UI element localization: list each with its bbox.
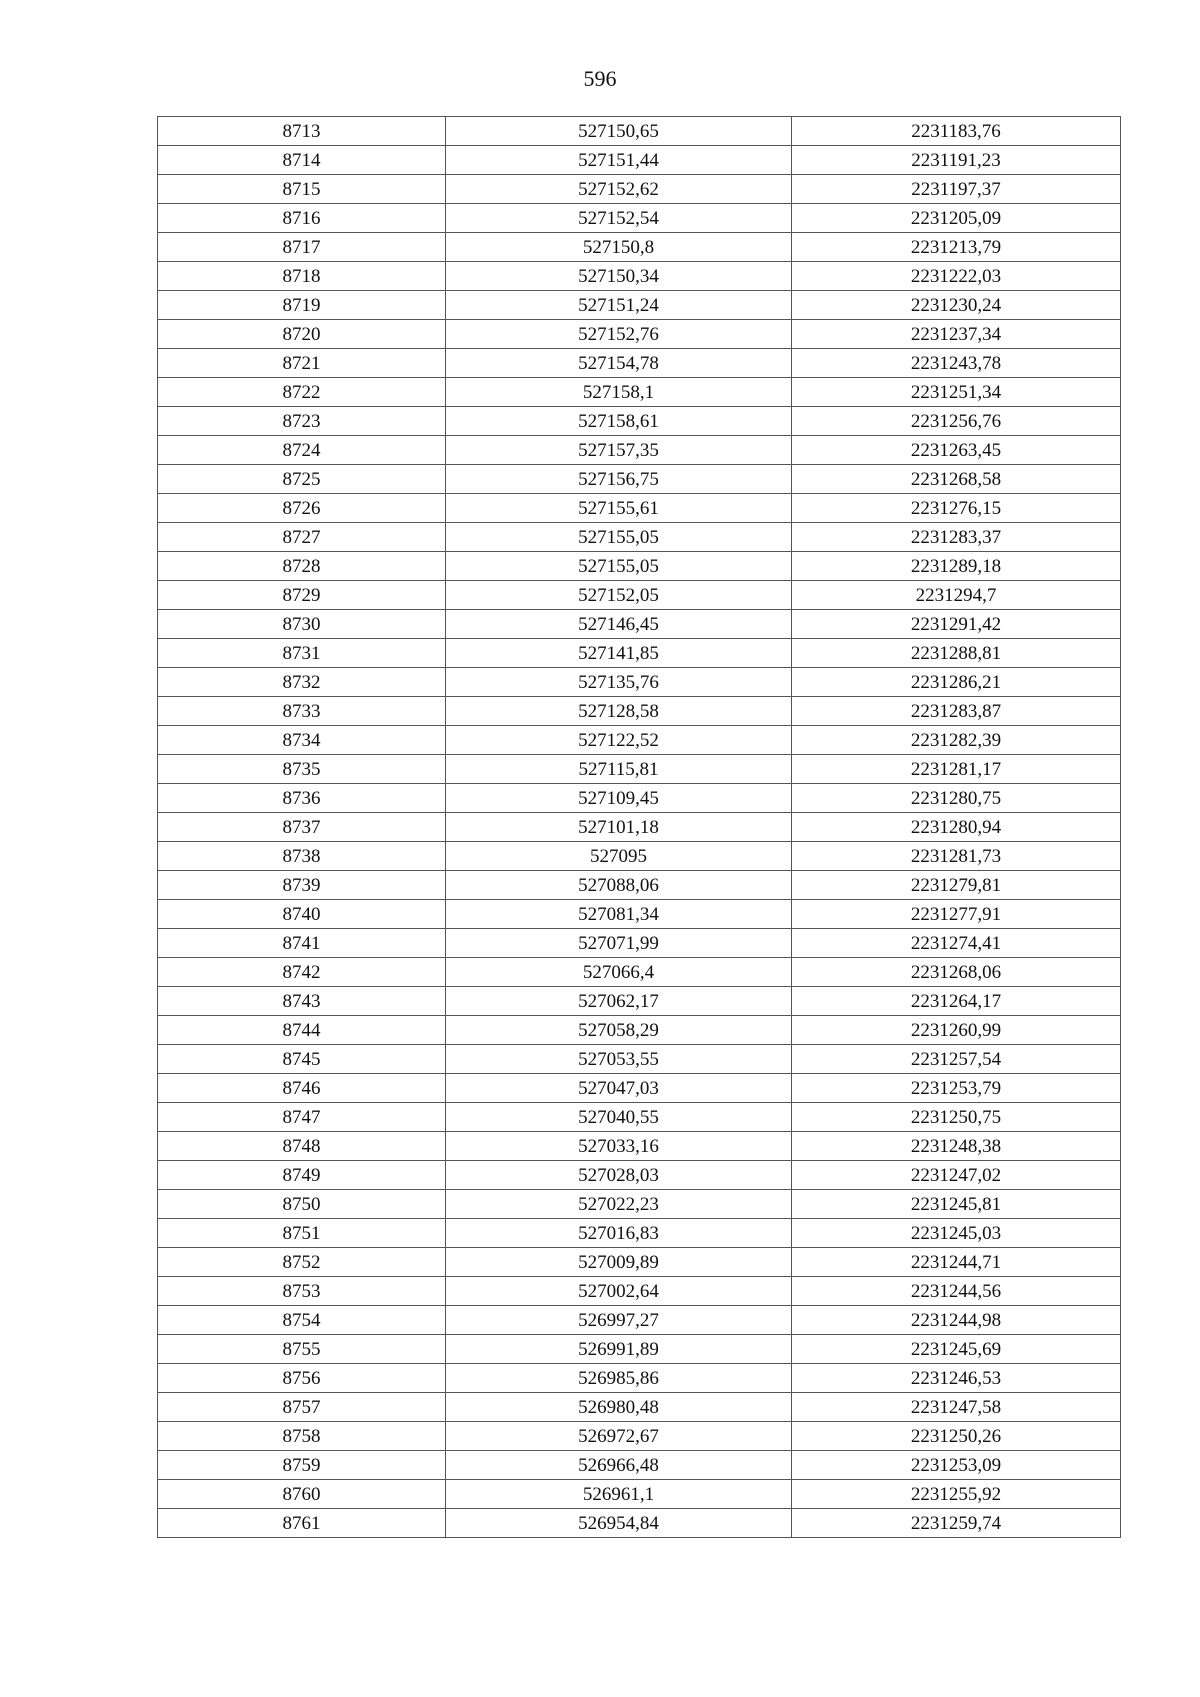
y-coordinate-cell: 2231281,73: [792, 842, 1121, 871]
table-row: [158, 842, 1121, 871]
point-number-cell: 8735: [158, 755, 446, 784]
y-coordinate-cell: 2231294,7: [792, 581, 1121, 610]
x-coordinate-cell: 527155,05: [446, 552, 792, 581]
x-coordinate-cell: 527128,58: [446, 697, 792, 726]
y-coordinate-cell: 2231268,06: [792, 958, 1121, 987]
point-number-cell: 8739: [158, 871, 446, 900]
y-coordinate-cell: 2231276,15: [792, 494, 1121, 523]
y-coordinate-cell: 2231291,42: [792, 610, 1121, 639]
point-number-cell: 8722: [158, 378, 446, 407]
point-number-cell: 8738: [158, 842, 446, 871]
point-number-cell: 8761: [158, 1509, 446, 1538]
y-coordinate-cell: 2231263,45: [792, 436, 1121, 465]
point-number-cell: 8753: [158, 1277, 446, 1306]
point-number-cell: 8737: [158, 813, 446, 842]
x-coordinate-cell: 527058,29: [446, 1016, 792, 1045]
point-number-cell: 8719: [158, 291, 446, 320]
point-number-cell: 8750: [158, 1190, 446, 1219]
point-number-cell: 8732: [158, 668, 446, 697]
y-coordinate-cell: 2231253,09: [792, 1451, 1121, 1480]
y-coordinate-cell: 2231280,75: [792, 784, 1121, 813]
table-row: [158, 1219, 1121, 1248]
table-row: [158, 552, 1121, 581]
table-row: [158, 610, 1121, 639]
table-row: [158, 784, 1121, 813]
y-coordinate-cell: 2231183,76: [792, 117, 1121, 146]
point-number-cell: 8755: [158, 1335, 446, 1364]
x-coordinate-cell: 527062,17: [446, 987, 792, 1016]
point-number-cell: 8726: [158, 494, 446, 523]
x-coordinate-cell: 527109,45: [446, 784, 792, 813]
x-coordinate-cell: 527158,1: [446, 378, 792, 407]
x-coordinate-cell: 527135,76: [446, 668, 792, 697]
table-row: [158, 1248, 1121, 1277]
y-coordinate-cell: 2231279,81: [792, 871, 1121, 900]
x-coordinate-cell: 527150,34: [446, 262, 792, 291]
x-coordinate-cell: 527141,85: [446, 639, 792, 668]
point-number-cell: 8730: [158, 610, 446, 639]
point-number-cell: 8727: [158, 523, 446, 552]
y-coordinate-cell: 2231244,71: [792, 1248, 1121, 1277]
point-number-cell: 8714: [158, 146, 446, 175]
point-number-cell: 8746: [158, 1074, 446, 1103]
x-coordinate-cell: 526980,48: [446, 1393, 792, 1422]
x-coordinate-cell: 526997,27: [446, 1306, 792, 1335]
x-coordinate-cell: 527088,06: [446, 871, 792, 900]
x-coordinate-cell: 527095: [446, 842, 792, 871]
point-number-cell: 8752: [158, 1248, 446, 1277]
table-row: [158, 1132, 1121, 1161]
table-row: [158, 523, 1121, 552]
x-coordinate-cell: 527155,05: [446, 523, 792, 552]
table-row: [158, 349, 1121, 378]
table-row: [158, 1509, 1121, 1538]
y-coordinate-cell: 2231253,79: [792, 1074, 1121, 1103]
point-number-cell: 8716: [158, 204, 446, 233]
y-coordinate-cell: 2231243,78: [792, 349, 1121, 378]
table-row: [158, 987, 1121, 1016]
x-coordinate-cell: 527151,44: [446, 146, 792, 175]
y-coordinate-cell: 2231288,81: [792, 639, 1121, 668]
point-number-cell: 8758: [158, 1422, 446, 1451]
point-number-cell: 8717: [158, 233, 446, 262]
y-coordinate-cell: 2231237,34: [792, 320, 1121, 349]
x-coordinate-cell: 527152,62: [446, 175, 792, 204]
y-coordinate-cell: 2231283,87: [792, 697, 1121, 726]
y-coordinate-cell: 2231280,94: [792, 813, 1121, 842]
point-number-cell: 8757: [158, 1393, 446, 1422]
table-row: [158, 1364, 1121, 1393]
table-row: [158, 581, 1121, 610]
x-coordinate-cell: 527155,61: [446, 494, 792, 523]
x-coordinate-cell: 527009,89: [446, 1248, 792, 1277]
table-row: [158, 871, 1121, 900]
x-coordinate-cell: 526972,67: [446, 1422, 792, 1451]
y-coordinate-cell: 2231245,69: [792, 1335, 1121, 1364]
table-row: [158, 1190, 1121, 1219]
point-number-cell: 8718: [158, 262, 446, 291]
x-coordinate-cell: 527115,81: [446, 755, 792, 784]
y-coordinate-cell: 2231244,56: [792, 1277, 1121, 1306]
point-number-cell: 8751: [158, 1219, 446, 1248]
point-number-cell: 8729: [158, 581, 446, 610]
point-number-cell: 8713: [158, 117, 446, 146]
point-number-cell: 8728: [158, 552, 446, 581]
point-number-cell: 8724: [158, 436, 446, 465]
table-row: [158, 1480, 1121, 1509]
x-coordinate-cell: 527152,05: [446, 581, 792, 610]
y-coordinate-cell: 2231281,17: [792, 755, 1121, 784]
table-row: [158, 1016, 1121, 1045]
table-row: [158, 1103, 1121, 1132]
table-row: [158, 1422, 1121, 1451]
table-row: [158, 958, 1121, 987]
x-coordinate-cell: 527002,64: [446, 1277, 792, 1306]
x-coordinate-cell: 527033,16: [446, 1132, 792, 1161]
table-row: [158, 175, 1121, 204]
y-coordinate-cell: 2231197,37: [792, 175, 1121, 204]
point-number-cell: 8743: [158, 987, 446, 1016]
table-row: [158, 204, 1121, 233]
y-coordinate-cell: 2231256,76: [792, 407, 1121, 436]
point-number-cell: 8721: [158, 349, 446, 378]
x-coordinate-cell: 527022,23: [446, 1190, 792, 1219]
y-coordinate-cell: 2231247,02: [792, 1161, 1121, 1190]
point-number-cell: 8741: [158, 929, 446, 958]
point-number-cell: 8748: [158, 1132, 446, 1161]
table-row: [158, 1074, 1121, 1103]
y-coordinate-cell: 2231268,58: [792, 465, 1121, 494]
x-coordinate-cell: 527028,03: [446, 1161, 792, 1190]
table-row: [158, 929, 1121, 958]
point-number-cell: 8756: [158, 1364, 446, 1393]
x-coordinate-cell: 527151,24: [446, 291, 792, 320]
table-row: [158, 697, 1121, 726]
table-row: [158, 813, 1121, 842]
y-coordinate-cell: 2231283,37: [792, 523, 1121, 552]
x-coordinate-cell: 527154,78: [446, 349, 792, 378]
y-coordinate-cell: 2231250,75: [792, 1103, 1121, 1132]
table-row: [158, 668, 1121, 697]
y-coordinate-cell: 2231244,98: [792, 1306, 1121, 1335]
x-coordinate-cell: 527152,54: [446, 204, 792, 233]
point-number-cell: 8723: [158, 407, 446, 436]
point-number-cell: 8734: [158, 726, 446, 755]
y-coordinate-cell: 2231251,34: [792, 378, 1121, 407]
point-number-cell: 8740: [158, 900, 446, 929]
table-row: [158, 378, 1121, 407]
y-coordinate-cell: 2231274,41: [792, 929, 1121, 958]
table-row: [158, 900, 1121, 929]
table-row: [158, 1306, 1121, 1335]
point-number-cell: 8731: [158, 639, 446, 668]
table-row: [158, 465, 1121, 494]
x-coordinate-cell: 527047,03: [446, 1074, 792, 1103]
table-row: [158, 262, 1121, 291]
x-coordinate-cell: 527146,45: [446, 610, 792, 639]
y-coordinate-cell: 2231282,39: [792, 726, 1121, 755]
x-coordinate-cell: 527122,52: [446, 726, 792, 755]
table-row: [158, 436, 1121, 465]
y-coordinate-cell: 2231255,92: [792, 1480, 1121, 1509]
table-row: [158, 1335, 1121, 1364]
y-coordinate-cell: 2231213,79: [792, 233, 1121, 262]
y-coordinate-cell: 2231259,74: [792, 1509, 1121, 1538]
table-row: [158, 1393, 1121, 1422]
y-coordinate-cell: 2231260,99: [792, 1016, 1121, 1045]
table-row: [158, 1277, 1121, 1306]
x-coordinate-cell: 526961,1: [446, 1480, 792, 1509]
x-coordinate-cell: 527081,34: [446, 900, 792, 929]
point-number-cell: 8736: [158, 784, 446, 813]
point-number-cell: 8754: [158, 1306, 446, 1335]
x-coordinate-cell: 527158,61: [446, 407, 792, 436]
y-coordinate-cell: 2231205,09: [792, 204, 1121, 233]
point-number-cell: 8744: [158, 1016, 446, 1045]
y-coordinate-cell: 2231257,54: [792, 1045, 1121, 1074]
table-row: [158, 1161, 1121, 1190]
y-coordinate-cell: 2231264,17: [792, 987, 1121, 1016]
y-coordinate-cell: 2231222,03: [792, 262, 1121, 291]
table-row: [158, 117, 1121, 146]
x-coordinate-cell: 527150,65: [446, 117, 792, 146]
table-row: [158, 146, 1121, 175]
y-coordinate-cell: 2231247,58: [792, 1393, 1121, 1422]
y-coordinate-cell: 2231250,26: [792, 1422, 1121, 1451]
y-coordinate-cell: 2231245,81: [792, 1190, 1121, 1219]
point-number-cell: 8745: [158, 1045, 446, 1074]
y-coordinate-cell: 2231245,03: [792, 1219, 1121, 1248]
x-coordinate-cell: 527152,76: [446, 320, 792, 349]
point-number-cell: 8759: [158, 1451, 446, 1480]
y-coordinate-cell: 2231246,53: [792, 1364, 1121, 1393]
table-row: [158, 233, 1121, 262]
y-coordinate-cell: 2231286,21: [792, 668, 1121, 697]
point-number-cell: 8725: [158, 465, 446, 494]
x-coordinate-cell: 526966,48: [446, 1451, 792, 1480]
x-coordinate-cell: 527040,55: [446, 1103, 792, 1132]
x-coordinate-cell: 527150,8: [446, 233, 792, 262]
point-number-cell: 8720: [158, 320, 446, 349]
coordinates-table: [157, 116, 1121, 1538]
point-number-cell: 8747: [158, 1103, 446, 1132]
y-coordinate-cell: 2231230,24: [792, 291, 1121, 320]
point-number-cell: 8742: [158, 958, 446, 987]
y-coordinate-cell: 2231289,18: [792, 552, 1121, 581]
y-coordinate-cell: 2231277,91: [792, 900, 1121, 929]
x-coordinate-cell: 527053,55: [446, 1045, 792, 1074]
table-row: [158, 639, 1121, 668]
y-coordinate-cell: 2231191,23: [792, 146, 1121, 175]
x-coordinate-cell: 526991,89: [446, 1335, 792, 1364]
table-row: [158, 291, 1121, 320]
point-number-cell: 8733: [158, 697, 446, 726]
table-row: [158, 494, 1121, 523]
x-coordinate-cell: 527101,18: [446, 813, 792, 842]
page-number: 596: [583, 66, 617, 91]
y-coordinate-cell: 2231248,38: [792, 1132, 1121, 1161]
table-row: [158, 755, 1121, 784]
x-coordinate-cell: 527016,83: [446, 1219, 792, 1248]
point-number-cell: 8715: [158, 175, 446, 204]
table-row: [158, 726, 1121, 755]
x-coordinate-cell: 527156,75: [446, 465, 792, 494]
x-coordinate-cell: 526954,84: [446, 1509, 792, 1538]
x-coordinate-cell: 527157,35: [446, 436, 792, 465]
table-row: [158, 1045, 1121, 1074]
table-row: [158, 320, 1121, 349]
x-coordinate-cell: 527066,4: [446, 958, 792, 987]
x-coordinate-cell: 527071,99: [446, 929, 792, 958]
table-row: [158, 1451, 1121, 1480]
point-number-cell: 8760: [158, 1480, 446, 1509]
point-number-cell: 8749: [158, 1161, 446, 1190]
table-body: [158, 117, 1121, 1538]
table-row: [158, 407, 1121, 436]
x-coordinate-cell: 526985,86: [446, 1364, 792, 1393]
